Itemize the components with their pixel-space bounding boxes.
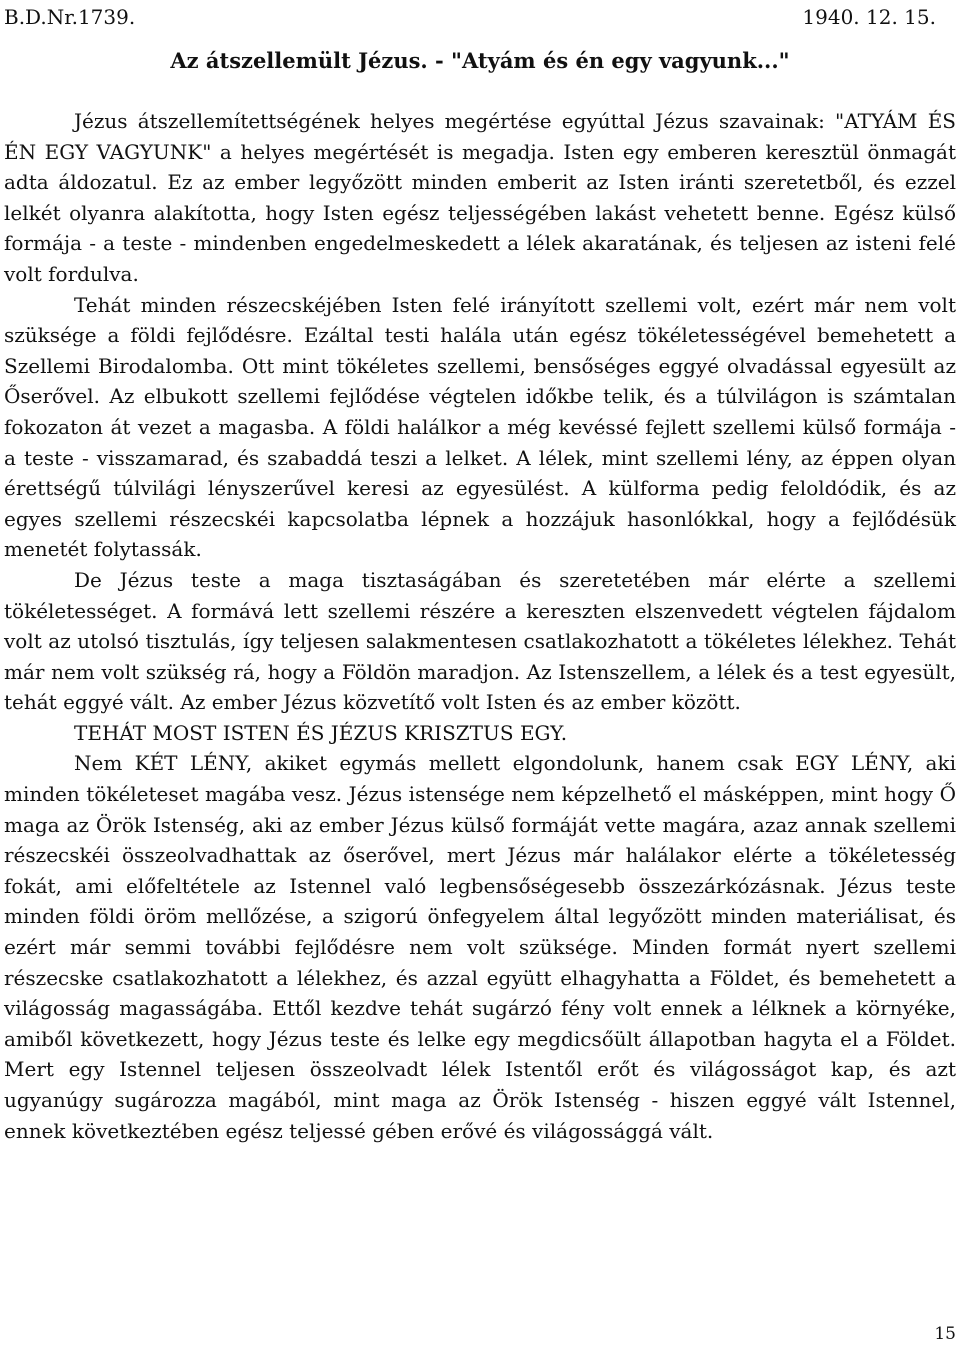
paragraph: Tehát minden részecskéjében Isten felé irányított szellemi volt, ezért már nem volt szüksége a földi fejlődésre. Ezáltal testi halála után egész tökéletességével bemehetett a Szellemi Birodalomba. Ott mint tökéletes szellemi, bensőséges eggyé olvadással egyesült az Őserővel. Az elbukott szellemi fejlődése végtelen időkbe telik, és a túlvilágon is számtalan fokozaton át vezet a magasba. A földi halálkor a még kevéssé fejlett szellemi külső formája - a teste - visszamarad, és szabaddá teszi a lelket. A lélek, mint szellemi lény, az éppen olyan érettségű túlvilági lényszerűvel keresi az egyesülést. A külforma pedig feloldódik, és az egyes szellemi részecskéi kapcsolatba lépnek a hozzájuk hasonlókkal, hogy a fejlődésük menetét folytassák. (4, 292, 956, 562)
paragraph: De Jézus teste a maga tisztaságában és szeretetében már elérte a szellemi tökéletességet. A formává lett szellemi részére a kereszten elszenvedett végtelen fájdalom volt az utolsó tisztulás, így teljesen salakmentesen csatlakozhatott a tökéletes lélekhez. Tehát már nem volt szükség rá, hogy a Földön maradjon. Az Istenszellem, a lélek és a test egyesült, tehát eggyé vált. Az ember Jézus közvetítő volt Isten és az ember között. (4, 567, 956, 715)
document-body (4, 106, 956, 1146)
paragraph: Jézus átszellemítettségének helyes megértése egyúttal Jézus szavainak: "ATYÁM ÉS ÉN EGY VAGYUNK" a helyes megértését is megadja. Isten egy emberen keresztül önmagát adta áldozatul. Ez az ember legyőzött minden emberit az Isten iránti szeretetből, és ezzel lelkét olyanra alakította, hogy Isten egész teljességében lakást vehetett benne. Egész külső formája - a teste - mindenben engedelmeskedett a lélek akaratának, és teljesen az isteni felé volt fordulva. (4, 109, 956, 286)
document-date: 1940. 12. 15. (802, 5, 936, 29)
document-title: Az átszellemült Jézus. - "Atyám és én egy vagyunk..." (170, 48, 790, 73)
paragraph: Nem KÉT LÉNY, akiket egymás mellett elgondolunk, hanem csak EGY LÉNY, aki minden tökéleteset magába vesz. Jézus istensége nem képzelhető el másképpen, mint hogy Ő maga az Örök Istenség, aki az ember Jézus külső formáját vette magára, azaz annak szellemi részecskéi összeolvadhattak az őserővel, mert Jézus már halálakor elérte a tökéletesség fokát, ami előfeltétele az Istennel való legbensőségesebb összezárkózásnak. Jézus teste minden földi öröm mellőzése, a szigorú önfegyelem által legyőzött minden materiálisat, és ezért már semmi további fejlődésre nem volt szüksége. Minden formát nyert szellemi részecske csatlakozhatott a lélekhez, és azzal együtt elhagyhatta a Földet, és bemehetett a világosság magasságába. Ettől kezdve tehát sugárzó fény volt ennek a lélknek a környéke, amiből következett, hogy Jézus teste és lelke egy megdicsőült állapotban hagyta el a Földet. Mert egy Istennel teljesen összeolvadt lélek Istentől erőt és világosságot kap, és azt ugyanúgy sugározza magából, mint maga az Örök Istenség - hiszen eggyé vált Istennel, ennek következtében egész teljessé gében erővé és világossággá vált. (4, 751, 956, 1143)
page-number: 15 (934, 1324, 956, 1344)
document-number: B.D.Nr.1739. (4, 5, 136, 29)
paragraph: TEHÁT MOST ISTEN ÉS JÉZUS KRISZTUS EGY. (74, 720, 568, 745)
